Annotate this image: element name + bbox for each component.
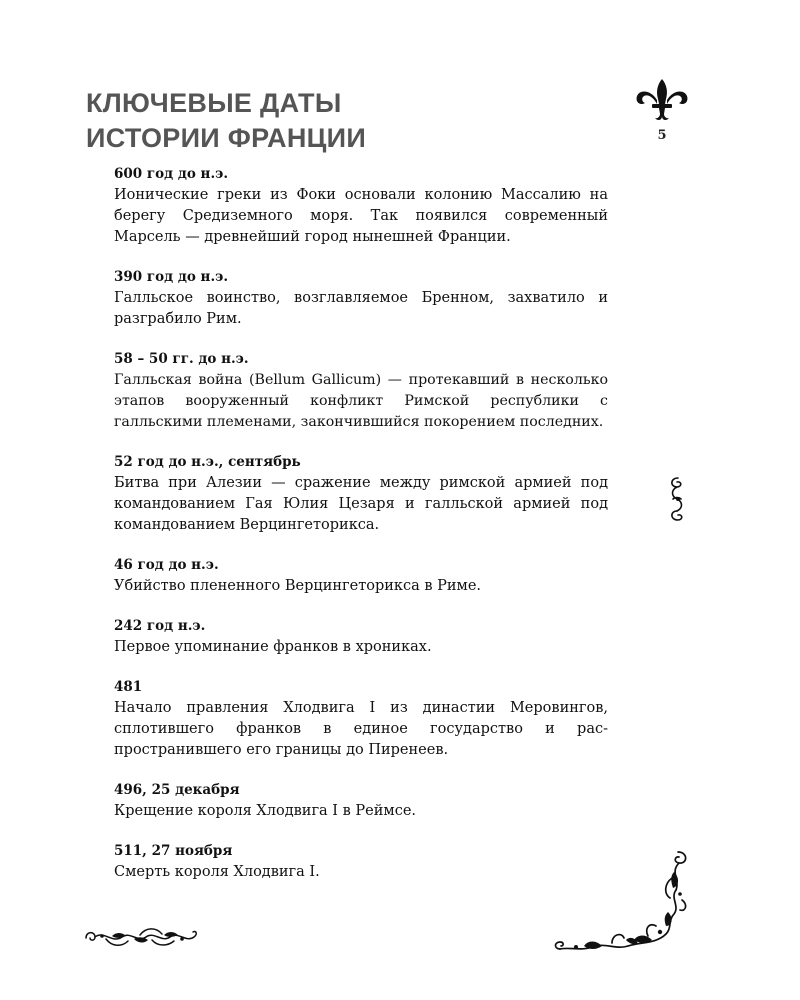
title-line-1: КЛЮЧЕВЫЕ ДАТЫ — [86, 88, 342, 118]
title-line-2: ИСТОРИИ ФРАНЦИИ — [86, 123, 367, 153]
entry-text: Начало правления Хлодвига I из династии Меровингов, сплотившего франков в единое государство и распространившего его границы до Пиренеев. — [114, 700, 608, 758]
entry-date: 481 — [114, 679, 143, 695]
entry-date: 58 – 50 гг. до н.э. — [114, 351, 249, 367]
page-number: 5 — [657, 128, 667, 143]
page-title — [86, 86, 566, 156]
entry-text: Битва при Алезии — сражение между римской армией под командованием Гая Юлия Цезаря и галльской армией под командованием Верцингеторикса. — [114, 475, 608, 533]
entry-date: 52 год до н.э., сентябрь — [114, 454, 301, 470]
entry-date: 242 год н.э. — [114, 618, 206, 634]
entry-text: Галльская война (Bellum Gallicum) — протекавший в несколько этапов вооруженный конфликт Римской республики с галльскими племенами, закончившийся покорением последних. — [114, 372, 608, 430]
entry-date: 600 год до н.э. — [114, 166, 229, 182]
entry-text: Галльское воинство, возглавляемое Бренном, захватило и разграбило Рим. — [114, 290, 608, 327]
timeline-entry — [114, 452, 608, 536]
timeline-entry — [114, 267, 608, 330]
timeline-entry — [114, 349, 608, 433]
timeline-entry — [114, 164, 608, 248]
swirl-border-icon — [82, 922, 200, 954]
entry-text: Крещение короля Хлодвига I в Реймсе. — [114, 803, 417, 819]
entry-date: 46 год до н.э. — [114, 557, 219, 573]
entry-date: 390 год до н.э. — [114, 269, 229, 285]
entry-text: Убийство плененного Верцингеторикса в Риме. — [114, 578, 482, 594]
fleur-de-lis-icon — [634, 78, 690, 122]
timeline-entry — [114, 780, 608, 822]
timeline-entry — [114, 841, 608, 883]
entry-date: 511, 27 ноября — [114, 843, 233, 859]
timeline-list — [114, 164, 608, 902]
corner-flourish-icon — [552, 848, 696, 958]
scroll-flourish-icon — [662, 474, 692, 524]
timeline-entry — [114, 555, 608, 597]
entry-text: Первое упоминание франков в хрониках. — [114, 639, 432, 655]
entry-date: 496, 25 декабря — [114, 782, 240, 798]
entry-text: Смерть короля Хлодвига I. — [114, 864, 320, 880]
timeline-entry — [114, 616, 608, 658]
timeline-entry — [114, 677, 608, 761]
entry-text: Ионические греки из Фоки основали колонию Массалию на берегу Средиземного моря. Так появился современный Марсель — древнейший город нынешней Франции. — [114, 187, 608, 245]
